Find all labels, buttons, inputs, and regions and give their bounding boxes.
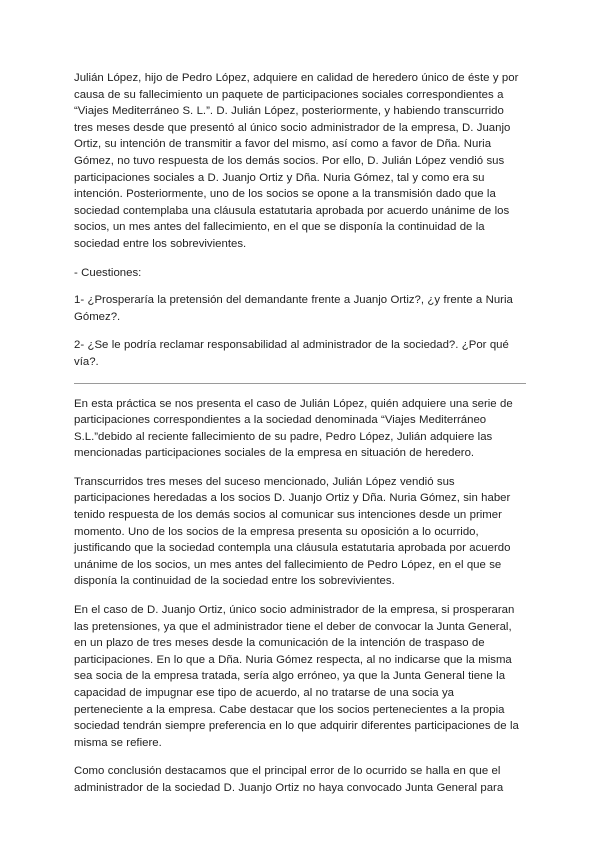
question-1: 1- ¿Prosperaría la pretensión del demandante frente a Juanjo Ortiz?, ¿y frente a Nuria Gómez?.	[74, 294, 513, 323]
answer-paragraph-1: En esta práctica se nos presenta el caso de Julián López, quién adquiere una serie de participaciones correspondientes a la sociedad denominada “Viajes Mediterráneo S.L.”debido al reciente fallecimiento de su padre, Pedro López, Julián adquiere las mencionadas participaciones sociales de la empresa en situación de heredero.	[74, 397, 513, 460]
questions-heading: - Cuestiones:	[74, 266, 142, 279]
section-divider	[74, 383, 526, 384]
answer-paragraph-4: Como conclusión destacamos que el principal error de lo ocurrido se halla en que el administrador de la sociedad D. Juanjo Ortiz no haya convocado Junta General para	[74, 765, 504, 794]
answer-paragraph-3: En el caso de D. Juanjo Ortiz, único socio administrador de la empresa, si prosperaran las pretensiones, ya que el administrador tiene el deber de convocar la Junta General, en un plazo de tres meses desde la comunicación de la intención de traspaso de participaciones. En lo que a Dña. Nuria Gómez respecta, al no indicarse que la misma sea socia de la empresa tratada, sería algo erróneo, ya que la Junta General tiene la capacidad de impugnar ese tipo de acuerdo, al no tratarse de una socia ya perteneciente a la empresa. Cabe destacar que los socios pertenecientes a la propia sociedad tendrán siempre preferencia en lo que adquirir diferentes participaciones de la misma se refiere.	[74, 604, 519, 749]
question-2: 2- ¿Se le podría reclamar responsabilidad al administrador de la sociedad?. ¿Por qué vía?.	[74, 339, 509, 368]
document-page	[74, 70, 526, 809]
case-statement: Julián López, hijo de Pedro López, adquiere en calidad de heredero único de éste y por causa de su fallecimiento un paquete de participaciones sociales correspondientes a “Viajes Mediterráneo S. L.”. D. Julián López, posteriormente, y habiendo transcurrido tres meses desde que presentó al único socio administrador de la empresa, D. Juanjo Ortiz, su intención de transmitir a favor del mismo, así como a favor de Dña. Nuria Gómez, no tuvo respuesta de los demás socios. Por ello, D. Julián López vendió sus participaciones sociales a D. Juanjo Ortiz y Dña. Nuria Gómez, tal y como era su intención. Posteriormente, uno de los socios se opone a la transmisión dado que la sociedad contemplaba una cláusula estatutaria aprobada por acuerdo unánime de los socios, un mes antes del fallecimiento, en el que se disponía la continuidad de la sociedad entre los sobrevivientes.	[74, 72, 519, 250]
answer-paragraph-2: Transcurridos tres meses del suceso mencionado, Julián López vendió sus participaciones heredadas a los socios D. Juanjo Ortiz y Dña. Nuria Gómez, sin haber tenido respuesta de los demás socios al comunicar sus intenciones desde un primer momento. Uno de los socios de la empresa presenta su oposición a lo ocurrido, justificando que la sociedad contempla una cláusula estatutaria aprobada por acuerdo unánime de los socios, un mes antes del fallecimiento de Pedro López, en el que se disponía la continuidad de la sociedad entre los sobrevivientes.	[74, 475, 511, 588]
